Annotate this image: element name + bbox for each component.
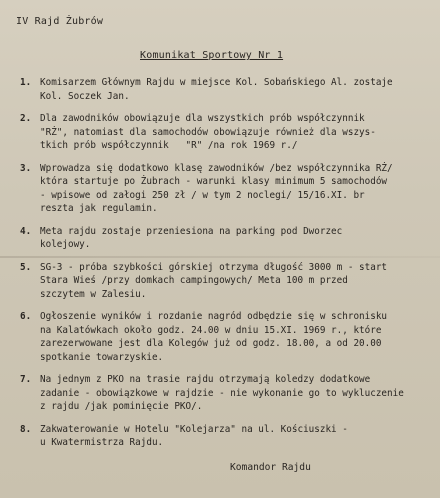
item-number: 2. (20, 113, 32, 124)
item-text: Zakwaterowanie w Hotelu "Kolejarza" na ul. Kościuszki - u Kwatermistrza Rajdu. (40, 423, 348, 448)
item-number: 6. (20, 311, 32, 322)
item-number: 4. (20, 225, 32, 237)
list-item (20, 162, 430, 216)
item-text: Na jednym z PKO na trasie rajdu otrzymają koledzy dodatkowe zadanie - obowiązkowe w rajdzie - nie wykonanie go to wykluczenie z rajdu /jak pominięcie PKO/. (40, 374, 404, 412)
item-text: Dla zawodników obowiązuje dla wszystkich prób współczynnik "RŻ", natomiast dla samochodów obowiązuje również dla wszys- tkich prób współczynnik "R" /na rok 1969 r./ (40, 113, 376, 151)
signature: Komandor Rajdu (230, 462, 311, 473)
item-text: SG-3 - próba szybkości górskiej otrzyma długość 3000 m - start Stara Wieś /przy domkach campingowych/ Meta 100 m przed szczytem w Zalesiu. (40, 261, 388, 300)
list-item (20, 310, 430, 364)
list-item (20, 261, 430, 302)
item-number: 8. (20, 423, 32, 435)
item-number: 7. (20, 374, 32, 385)
item-number: 1. (20, 77, 32, 88)
list-item (20, 423, 430, 450)
items-list (20, 76, 430, 459)
list-item (20, 76, 430, 103)
list-item (20, 373, 430, 414)
document-title: Komunikat Sportowy Nr 1 (140, 50, 284, 61)
item-number: 3. (20, 162, 32, 174)
item-text: Meta rajdu zostaje przeniesiona na parking pod Dworzec kolejowy. (40, 225, 343, 250)
list-item (20, 225, 430, 252)
list-item (20, 112, 430, 153)
item-text: Ogłoszenie wyników i rozdanie nagród odbędzie się w schronisku na Kalatówkach około godz. 24.00 w dniu 15.XI. 1969 r., które zarezerwowane jest dla Kolegów już od godz. 18.00, a od 20.00 spotkanie towarzyskie. (40, 311, 388, 363)
item-text: Wprowadza się dodatkowo klasę zawodników /bez współczynnika RŻ/ która startuje po Żubrach - warunki klasy minimum 5 samochodów - wpisowe od załogi 250 zł / w tym 2 noclegi/ 15/16.XI. br reszta jak regulamin. (40, 162, 393, 214)
rally-name: IV Rajd Żubrów (16, 16, 104, 27)
item-text: Komisarzem Głównym Rajdu w miejsce Kol. Sobańskiego Al. zostaje Kol. Soczek Jan. (40, 77, 393, 102)
item-number: 5. (20, 261, 32, 273)
